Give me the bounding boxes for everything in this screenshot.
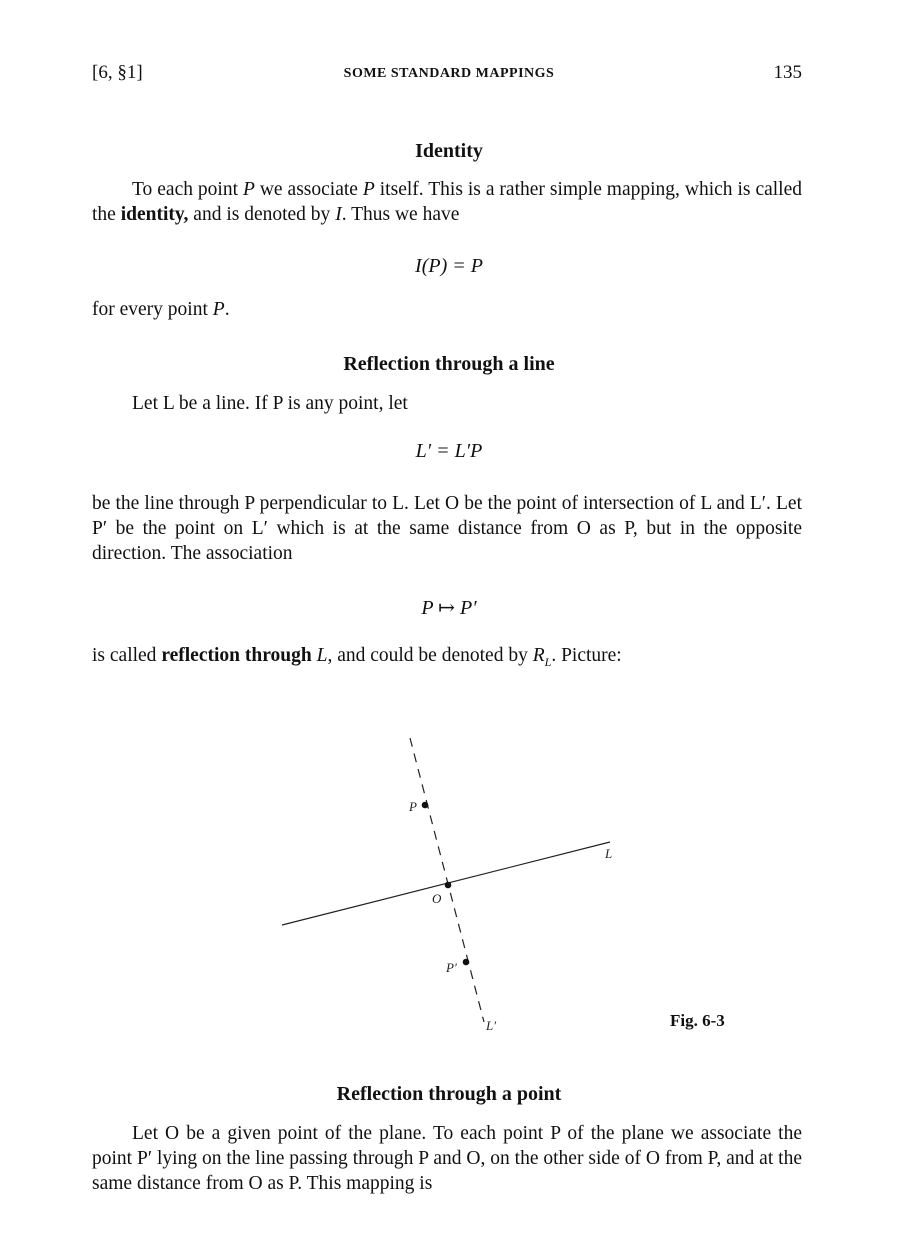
reflection-line-closing: is called reflection through L, and could be denoted by $R_L$. Picture: [92,645,622,669]
section-reference: [6, §1] [92,62,143,83]
figure-caption: Fig. 6-3 [670,1011,725,1030]
reflection-point-heading: Reflection through a point [336,1083,562,1105]
identity-paragraph-end: for every point P. [92,299,230,320]
point-O [445,882,452,889]
label-P: P [409,799,417,814]
page-number: 135 [773,62,802,83]
reflection-line-heading: Reflection through a line [343,353,555,375]
perpendicular-line-equation: L′ = L′P [415,440,483,462]
label-L-prime: L′ [486,1018,497,1033]
identity-paragraph: To each point P we associate P itself. This is a rather simple mapping, which is called the identity, and is denoted by I. Thus we have [92,179,802,225]
reflection-point-body: Let O be a given point of the plane. To each point P of the plane we associate the point P′ lying on the line passing through P and O, on the other side of O from P, and at the same distance from O as P. This mapping is [92,1123,802,1194]
reflection-line-intro: Let L be a line. If P is any point, let [132,393,408,414]
reflection-mapping: P ↦ P′ [421,597,477,619]
identity-heading: Identity [415,140,483,162]
identity-equation: I(P) = P [415,255,483,277]
line-L-prime [410,738,484,1022]
term-identity: identity, [120,204,189,225]
reflection-line-body: be the line through P perpendicular to L. Let O be the point of intersection of L and L′. Let P′ be the point on L′ which is at the same distance from O as P, but in the opposite direction. The association [92,493,802,564]
term-reflection-through: reflection through [161,645,317,666]
label-P-prime: P′ [446,960,457,975]
running-title: SOME STANDARD MAPPINGS [343,66,555,81]
point-P-prime [463,959,470,966]
point-P [422,802,429,809]
label-L: L [605,846,613,861]
label-O: O [432,891,442,906]
